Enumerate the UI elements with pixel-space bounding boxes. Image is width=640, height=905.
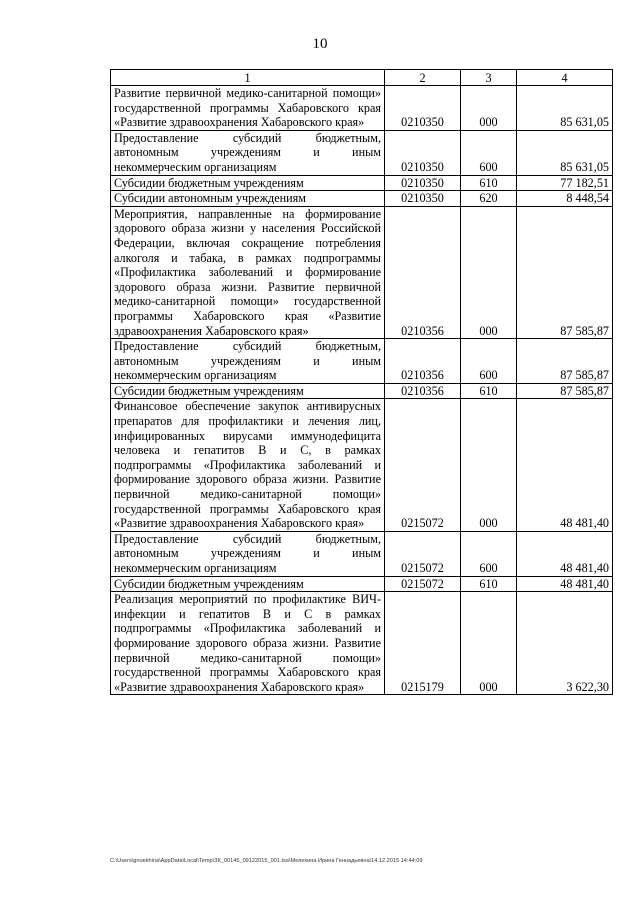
row-name: Мероприятия, направленные на формирование здорового образа жизни у населения Российской Федерации, включая сокращение потребления алкоголя и табака, в рамках подпрограммы «Профилактика заболеваний и формирование здорового образа жизни. Развитие первичной медико-санитарной помощи» государственной программы Хабаровского края «Развитие здравоохранения Хабаровского края» <box>111 206 385 338</box>
table-row <box>111 130 613 175</box>
row-target-code: 0215072 <box>385 531 461 576</box>
row-expense-type: 600 <box>461 130 517 175</box>
table-row <box>111 175 613 191</box>
row-amount: 3 622,30 <box>517 592 613 695</box>
table-row <box>111 383 613 399</box>
row-target-code: 0215072 <box>385 576 461 592</box>
row-expense-type: 600 <box>461 339 517 384</box>
row-name: Субсидии бюджетным учреждениям <box>111 383 385 399</box>
row-target-code: 0210356 <box>385 339 461 384</box>
row-target-code: 0210356 <box>385 206 461 338</box>
row-expense-type: 610 <box>461 383 517 399</box>
header-col-4: 4 <box>517 70 613 86</box>
row-expense-type: 000 <box>461 86 517 131</box>
row-target-code: 0215179 <box>385 592 461 695</box>
table-row <box>111 191 613 207</box>
table-row <box>111 86 613 131</box>
row-amount: 77 182,51 <box>517 175 613 191</box>
row-expense-type: 620 <box>461 191 517 207</box>
row-expense-type: 610 <box>461 576 517 592</box>
row-amount: 87 585,87 <box>517 383 613 399</box>
table-row <box>111 399 613 531</box>
row-name: Предоставление субсидий бюджетным, автономным учреждениям и иным некоммерческим организациям <box>111 339 385 384</box>
row-name: Субсидии автономным учреждениям <box>111 191 385 207</box>
row-expense-type: 000 <box>461 592 517 695</box>
row-amount: 8 448,54 <box>517 191 613 207</box>
budget-table <box>110 69 613 695</box>
table-row <box>111 576 613 592</box>
row-amount: 48 481,40 <box>517 531 613 576</box>
row-name: Финансовое обеспечение закупок антивирусных препаратов для профилактики и лечения лиц, инфицированных вирусами иммунодефицита человека и гепатитов В и С, в рамках подпрограммы «Профилактика заболеваний и формирование здорового образа жизни. Развитие первичной медико-санитарной помощи» государственной программы Хабаровского края «Развитие здравоохранения Хабаровского края» <box>111 399 385 531</box>
row-name: Предоставление субсидий бюджетным, автономным учреждениям и иным некоммерческим организациям <box>111 531 385 576</box>
row-amount: 48 481,40 <box>517 399 613 531</box>
row-amount: 85 631,05 <box>517 86 613 131</box>
row-target-code: 0210350 <box>385 86 461 131</box>
row-target-code: 0210350 <box>385 191 461 207</box>
row-target-code: 0210356 <box>385 383 461 399</box>
table-row <box>111 531 613 576</box>
row-expense-type: 000 <box>461 399 517 531</box>
table-row <box>111 339 613 384</box>
row-name: Реализация мероприятий по профилактике ВИЧ-инфекции и гепатитов В и С в рамках подпрограммы «Профилактика заболеваний и формирование здорового образа жизни. Развитие первичной медико-санитарной помощи» государственной программы Хабаровского края «Развитие здравоохранения Хабаровского края» <box>111 592 385 695</box>
row-name: Развитие первичной медико-санитарной помощи» государственной программы Хабаровского края «Развитие здравоохранения Хабаровского края» <box>111 86 385 131</box>
row-target-code: 0215072 <box>385 399 461 531</box>
header-col-2: 2 <box>385 70 461 86</box>
page-number: 10 <box>312 36 328 52</box>
row-name: Субсидии бюджетным учреждениям <box>111 576 385 592</box>
header-col-1: 1 <box>111 70 385 86</box>
file-path-footer: C:\Users\gnuekhina\AppData\Local\Temp\ЗК_00145_09122015_001.tsa\Мелехина Ирина Геннадьевна\14.12.2015 14:44:09 <box>110 858 423 864</box>
row-amount: 85 631,05 <box>517 130 613 175</box>
table-row <box>111 592 613 695</box>
row-target-code: 0210350 <box>385 175 461 191</box>
row-expense-type: 000 <box>461 206 517 338</box>
row-name: Субсидии бюджетным учреждениям <box>111 175 385 191</box>
row-target-code: 0210350 <box>385 130 461 175</box>
row-amount: 87 585,87 <box>517 206 613 338</box>
table-row <box>111 206 613 338</box>
row-name: Предоставление субсидий бюджетным, автономным учреждениям и иным некоммерческим организациям <box>111 130 385 175</box>
table-header-row <box>111 70 613 86</box>
row-amount: 48 481,40 <box>517 576 613 592</box>
row-expense-type: 600 <box>461 531 517 576</box>
row-expense-type: 610 <box>461 175 517 191</box>
row-amount: 87 585,87 <box>517 339 613 384</box>
header-col-3: 3 <box>461 70 517 86</box>
